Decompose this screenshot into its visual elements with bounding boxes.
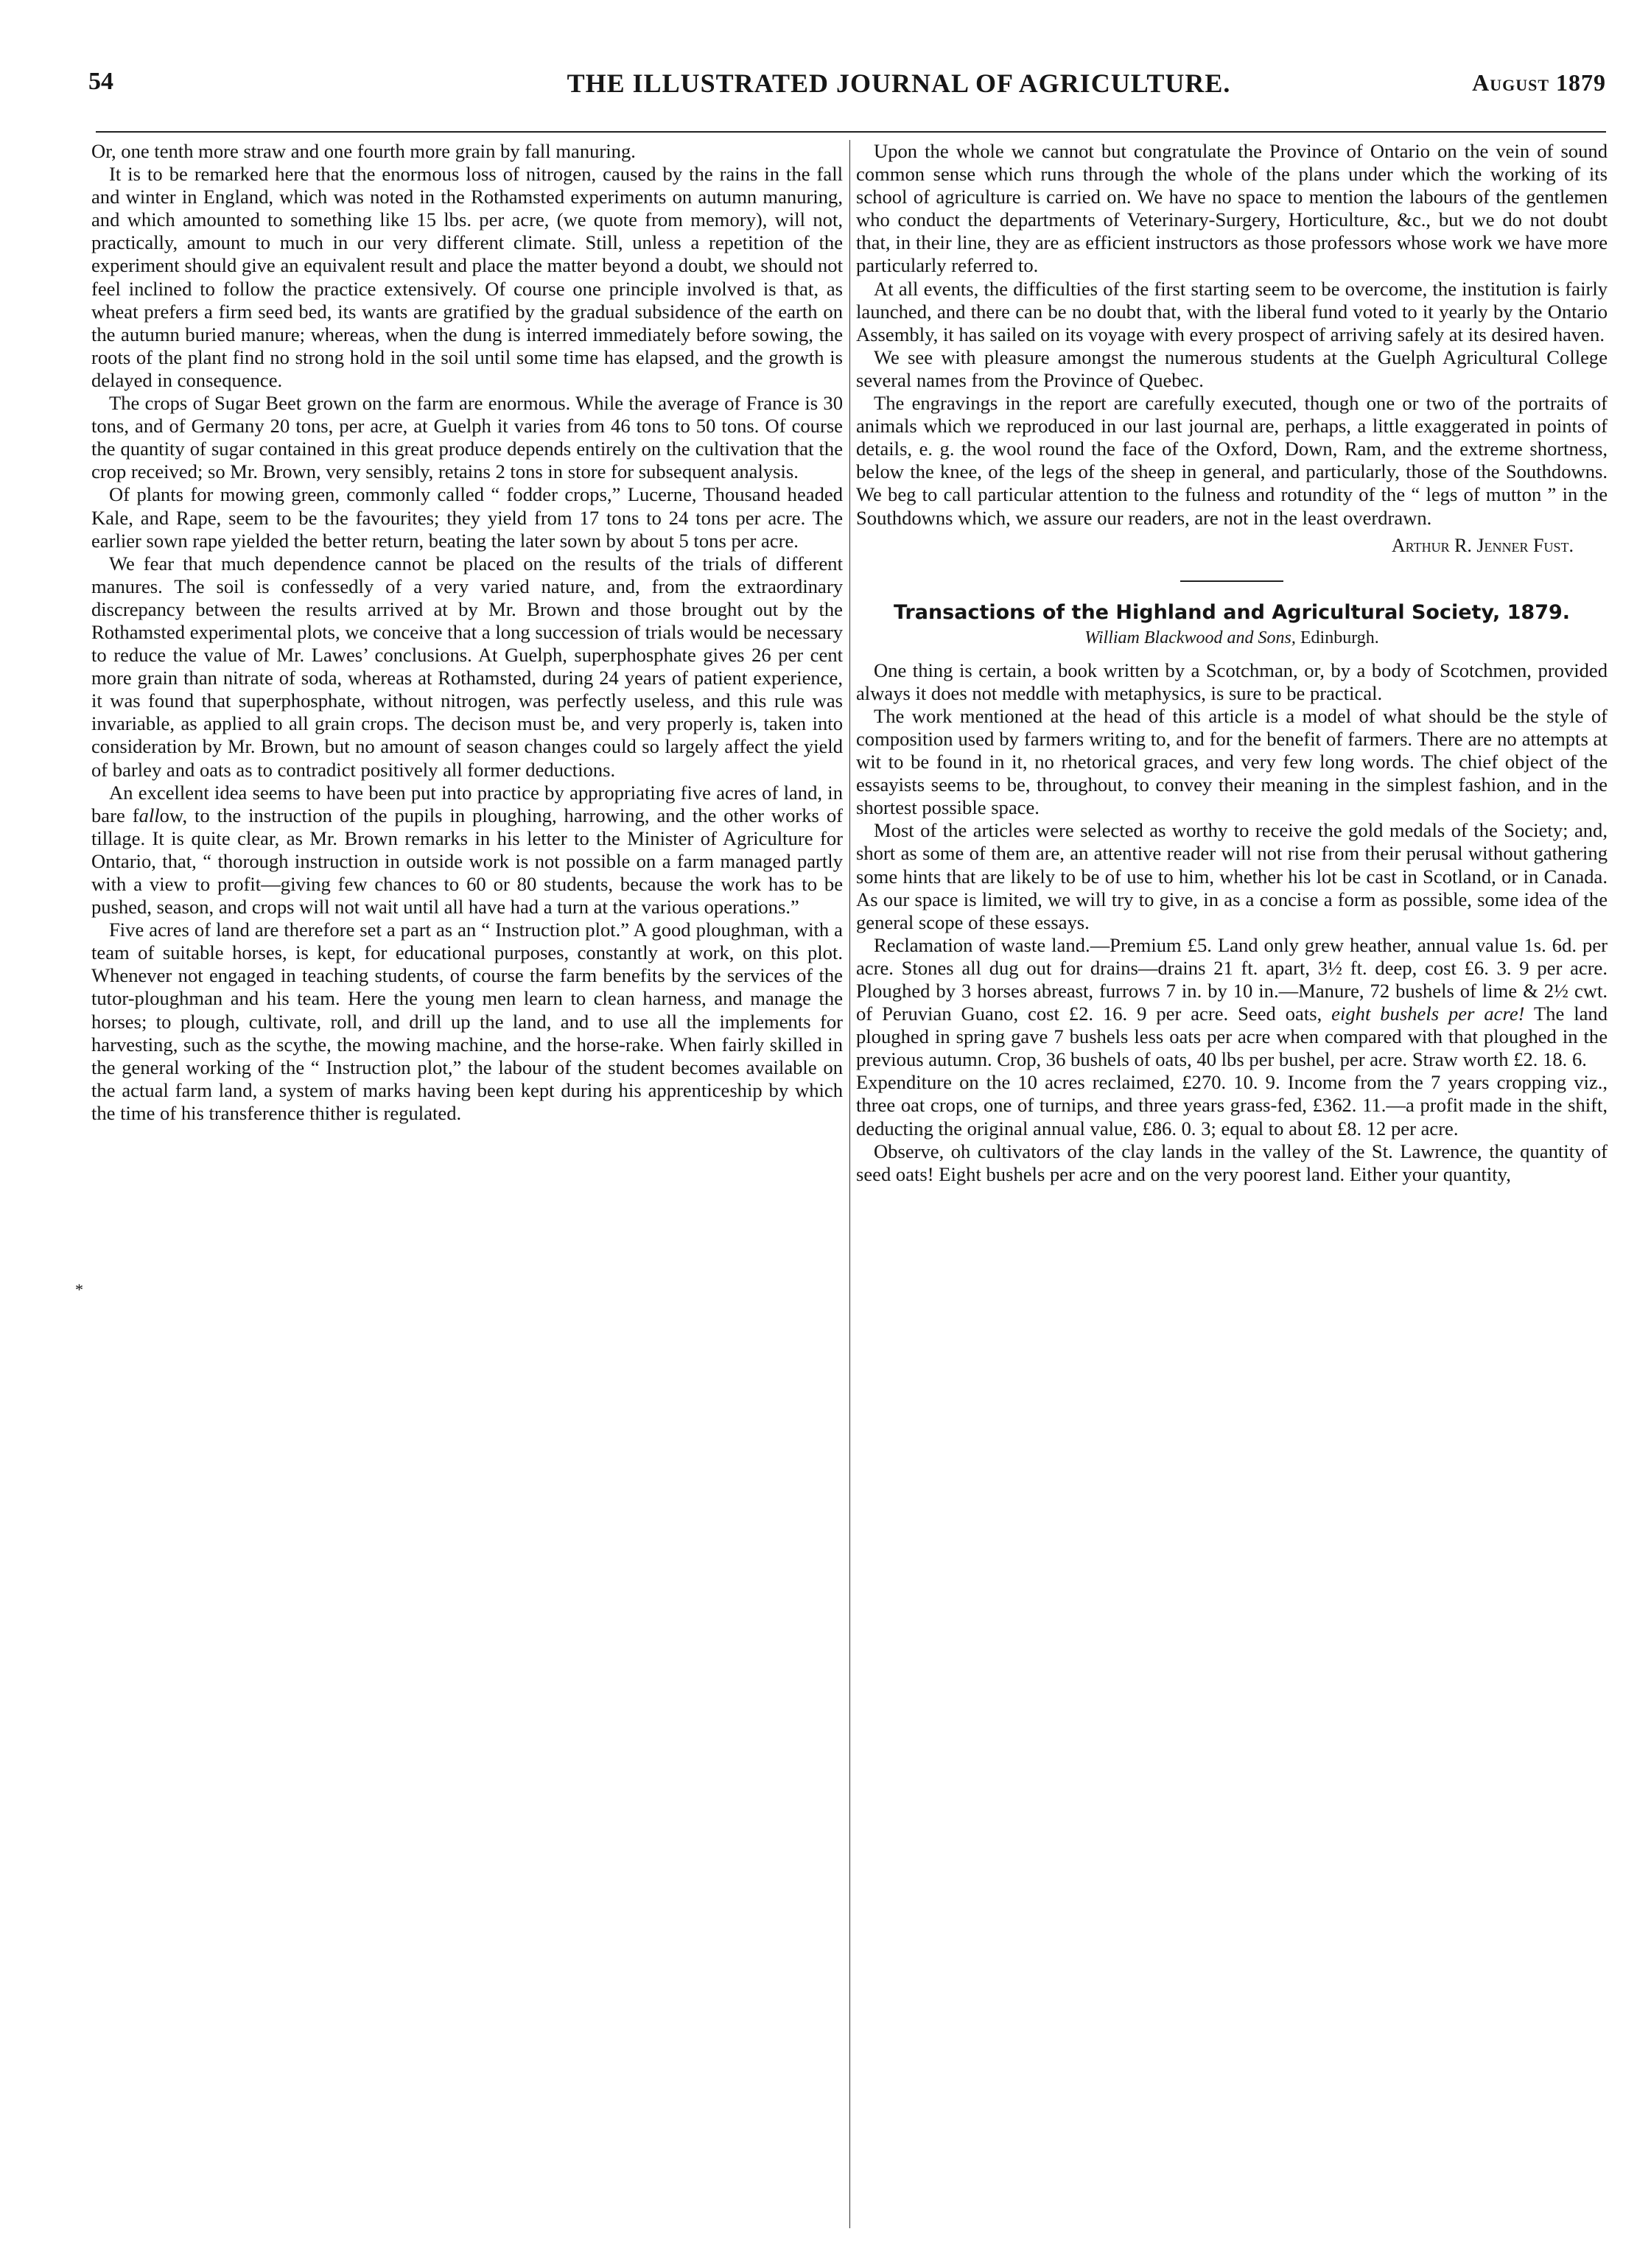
page-number: 54 bbox=[88, 68, 113, 95]
issue-date: August 1879 bbox=[1472, 69, 1606, 96]
left-column bbox=[91, 140, 843, 1125]
publisher-name: William Blackwood and Sons, bbox=[1084, 628, 1296, 647]
paragraph: At all events, the difficulties of the first starting seem to be overcome, the institution is fairly launched, and there can be no doubt that, with the liberal fund voted to it yearly by the Ontario Assembly, it has sailed on its voyage with every prospect of arriving safely at its desired haven. bbox=[856, 277, 1608, 345]
paragraph: Of plants for mowing green, commonly called “ fodder crops,” Lucerne, Thousand headed Kale, and Rape, seem to be the favourites; they yield from 17 tons to 24 tons per acre. The earlier sown rape yielded the better return, beating the later sown by about 5 tons per acre. bbox=[91, 483, 843, 552]
article-title: Transactions of the Highland and Agricultural Society, 1879. bbox=[893, 600, 1571, 624]
paragraph: Expenditure on the 10 acres reclaimed, £270. 10. 9. Income from the 7 years cropping viz., three oat crops, one of turnips, and three years grass-fed, £362. 11.—a profit made in the shift, deducting the original annual value, £86. 0. 3; equal to about £8. 12 per acre. bbox=[856, 1071, 1608, 1140]
paragraph: The engravings in the report are carefully executed, though one or two of the portraits of animals which we reproduced in our last journal are, perhaps, a little exaggerated in points of details, e. g. the wool round the face of the Oxford, Down, Ram, and the extreme shortness, below the knee, of the legs of the sheep in general, and particularly, those of the Southdowns. We beg to call particular attention to the fulness and rotundity of the “ legs of mutton ” in the Southdowns which, we assure our readers, are not in the least overdrawn. bbox=[856, 392, 1608, 529]
paragraph: It is to be remarked here that the enormous loss of nitrogen, caused by the rains in the fall and winter in England, which was noted in the Rothamsted experiments on autumn manuring, and which amounted to something like 15 lbs. per acre, (we quote from memory), will not, practically, amount to much in our very different climate. Still, unless a repetition of the experiment should give an equivalent result and place the matter beyond a doubt, we should not feel inclined to follow the practice extensively. Of course one principle involved is that, as wheat prefers a firm seed bed, its wants are gratified by the gradual subsidence of the earth on the autumn buried manure; whereas, when the dung is interred immediately before sowing, the roots of the plant find no strong hold in the soil until some time has elapsed, and the growth is delayed in consequence. bbox=[91, 163, 843, 391]
paragraph: We fear that much dependence cannot be placed on the results of the trials of different manures. The soil is confessedly of a very varied nature, and, from the extraordinary discrepancy between the results arrived at by Mr. Brown and those brought out by the Rothamsted experimental plots, we conceive that a long succession of trials would be necessary to reduce the value of Mr. Lawes’ conclusions. At Guelph, superphosphate gives 26 per cent more grain than nitrate of soda, whereas at Rothamsted, during 24 years of patient experience, it was found that superphosphate, without nitrogen, was perfectly useless, and this rule was invariable, as applied to all grain crops. The decison must be, and very properly is, taken into consideration by Mr. Brown, but no amount of season changes could so largely affect the yield of barley and oats as to contradict positively all former deductions. bbox=[91, 552, 843, 781]
author-signature: Arthur R. Jenner Fust. bbox=[1391, 534, 1574, 556]
paragraph: An excellent idea seems to have been put into practice by appropriating five acres of land, in bare fallow, to the instruction of the pupils in ploughing, harrowing, and the other works of tillage. It is quite clear, as Mr. Brown remarks in his letter to the Minister of Agriculture for Ontario, that, “ thorough instruction in outside work is not possible on a farm managed partly with a view to profit—giving few chances to 60 or 80 students, because the work has to be pushed, season, and crops will not wait until all have had a turn at the various operations.” bbox=[91, 781, 844, 919]
paragraph: Five acres of land are therefore set a part as an “ Instruction plot.” A good ploughman, with a team of suitable horses, is kept, for educational purposes, constantly at work, on this plot. Whenever not engaged in teaching students, of course the farm benefits by the services of the tutor-ploughman and his team. Here the young men learn to clean harness, and manage the horses; to plough, cultivate, roll, and drill up the land, and to use all the implements for harvesting, such as the scythe, the mowing machine, and the horse-rake. When fairly skilled in the general working of the “ Instruction plot,” the labour of the student becomes available on the actual farm land, a system of marks having been kept during his apprenticeship by which the time of his transference thither is regulated. bbox=[91, 919, 843, 1124]
journal-title: THE ILLUSTRATED JOURNAL OF AGRICULTURE. bbox=[567, 69, 1231, 98]
paragraph: The work mentioned at the head of this article is a model of what should be the style of composition used by farmers writing to, and for the benefit of farmers. There are no attempts at wit to be found in it, no rhetorical graces, and very few long words. The chief object of the essayists seems to be, throughout, to convey their meaning in the simplest fashion, and in the shortest possible space. bbox=[856, 704, 1608, 819]
margin-mark: * bbox=[75, 1280, 83, 1299]
paragraph: Observe, oh cultivators of the clay lands in the valley of the St. Lawrence, the quantity of seed oats! Eight bushels per acre and on the very poorest land. Either your quantity, bbox=[856, 1140, 1608, 1185]
column-divider bbox=[849, 140, 850, 2228]
emphasis: eight bushels per acre! bbox=[1331, 1003, 1525, 1025]
paragraph: One thing is certain, a book written by a Scotchman, or, by a body of Scotchmen, provided always it does not meddle with metaphysics, is sure to be practical. bbox=[856, 659, 1608, 704]
right-column bbox=[856, 140, 1608, 1186]
paragraph: Most of the articles were selected as worthy to receive the gold medals of the Society; and, short as some of them are, an attentive reader will not rise from their perusal without gathering some hints that are likely to be of use to him, whether his lot be cast in Scotland, or in Canada. As our space is limited, we will try to give, in as a concise a form as possible, some idea of the general scope of these essays. bbox=[856, 819, 1608, 933]
paragraph: We see with pleasure amongst the numerous students at the Guelph Agricultural College several names from the Province of Quebec. bbox=[856, 345, 1608, 391]
paragraph: Or, one tenth more straw and one fourth more grain by fall manuring. bbox=[91, 140, 636, 162]
page-header bbox=[88, 68, 1606, 105]
header-rule bbox=[96, 131, 1606, 133]
paragraph: The crops of Sugar Beet grown on the farm are enormous. While the average of France is 30 tons, and of Germany 20 tons, per acre, at Guelph it varies from 46 tons to 50 tons. Of course the quantity of sugar contained in this great produce depends entirely on the cultivation that the crop received; so Mr. Brown, very sensibly, retains 2 tons in store for subsequent analysis. bbox=[91, 392, 843, 483]
paragraph: Upon the whole we cannot but congratulate the Province of Ontario on the vein of sound common sense which runs through the whole of the plans under which the working of its school of agriculture is carried on. We have no space to mention the labours of the gentlemen who conduct the departments of Veterinary-Surgery, Horticulture, &c., but we do not doubt that, in their line, they are as efficient instructors as those professors whose work we have more particularly referred to. bbox=[856, 140, 1608, 277]
section-divider bbox=[1180, 580, 1283, 582]
article-publisher bbox=[856, 627, 1608, 649]
publisher-place: Edinburgh. bbox=[1300, 628, 1379, 647]
paragraph: Reclamation of waste land.—Premium £5. Land only grew heather, annual value 1s. 6d. per acre. Stones all dug out for drains—drains 21 ft. apart, 3½ ft. deep, cost £6. 3. 9 per acre. Ploughed by 3 horses abreast, furrows 7 in. by 10 in.—Manure, 72 bushels of lime & 2½ cwt. of Peruvian Guano, cost £2. 16. 9 per acre. Seed oats, eight bushels per acre! The land ploughed in spring gave 7 bushels less oats per acre when compared with that ploughed in the previous autumn. Crop, 36 bushels of oats, 40 lbs per bushel, per acre. Straw worth £2. 18. 6. bbox=[856, 933, 1608, 1071]
emphasis: all bbox=[139, 804, 160, 826]
